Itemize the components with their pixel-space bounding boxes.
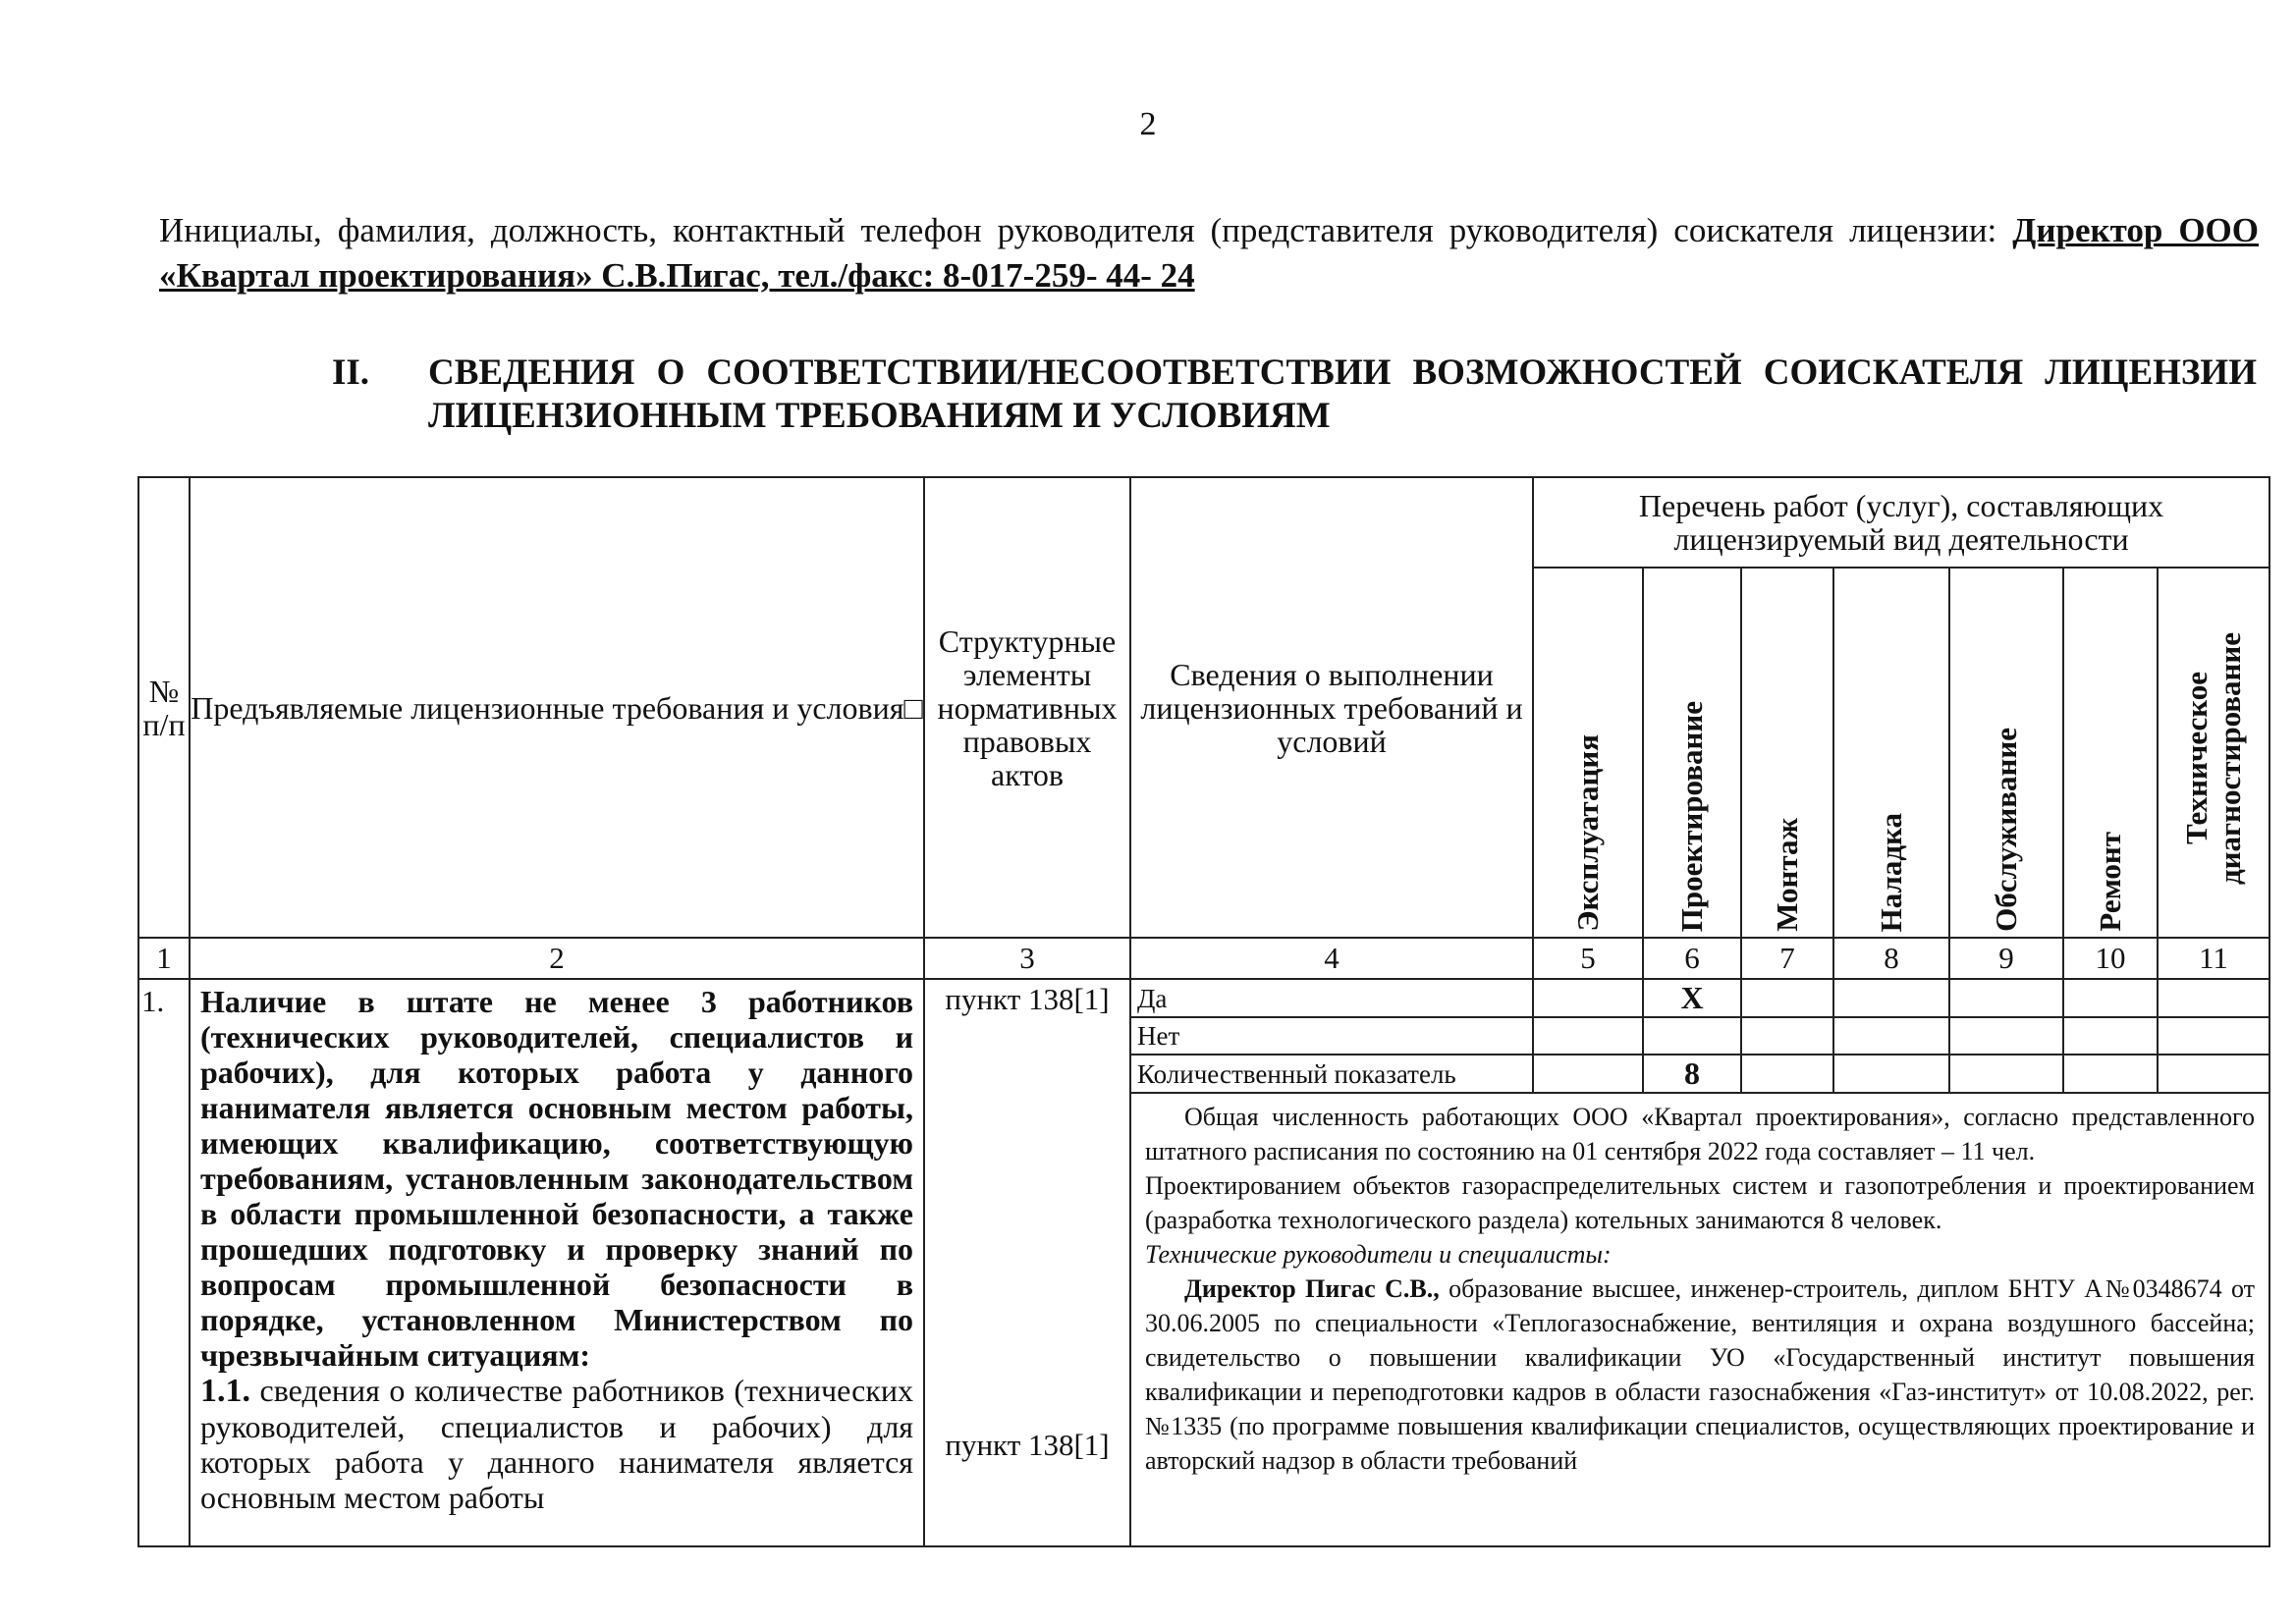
col-num: 5	[1533, 938, 1643, 979]
director-details: образование высшее, инженер-строитель, диплом БНТУ А№0348674 от 30.06.2005 по специальности «Теплогазоснабжение, вентиляция и охрана воздушного бассейна; свидетельство о повышении квалификации УО «Государственный институт повышения квалификации и переподготовки кадров в области газоснабжения «Газ-институт» от 10.08.2022, рег.№1335 (по программе повышения квалификации специалистов, осуществляющих проектирование и авторский надзор в области требований	[1145, 1274, 2256, 1475]
col-num: 10	[2063, 938, 2158, 979]
answer-cell	[1643, 1017, 1741, 1055]
sub-requirement-text: сведения о количестве работников (технических руководителей, специалистов и рабочих) для которых работа у данного нанимателя является основным местом работы	[200, 1373, 913, 1515]
description-subheading: Технические руководители и специалисты:	[1145, 1240, 1612, 1269]
header-work-exploitation: Эксплуатация	[1533, 568, 1643, 938]
answer-cell	[1533, 979, 1643, 1017]
answer-cell	[2158, 979, 2269, 1017]
page-number: 2	[1139, 106, 1157, 142]
answer-cell	[2063, 979, 2158, 1017]
header-work-design: Проектирование	[1643, 568, 1741, 938]
header-requirements	[190, 477, 924, 938]
requirement-main: Наличие в штате не менее 3 работников (технических руководителей, специалистов и рабочих), для которых работа у данного нанимателя является основным местом работы, имеющих квалификацию, соответствующую требованиям, установленным законодательством в области промышленной безопасности, а также прошедших подготовку и проверку знаний по вопросам промышленной безопасности в порядке, установленном Министерством по чрезвычайным ситуациям:	[200, 984, 913, 1373]
answer-cell	[1833, 1055, 1949, 1093]
requirement-text	[190, 979, 924, 1546]
answer-cell	[2158, 1017, 2269, 1055]
column-number-row	[138, 938, 2269, 979]
director-name: Директор Пигас С.В.,	[1184, 1274, 1440, 1303]
reference-sub: пункт 138[1]	[945, 1428, 1110, 1462]
header-row-1	[138, 477, 2269, 568]
answer-cell	[1741, 979, 1833, 1017]
description-cell	[1130, 1093, 2269, 1546]
section-title: СВЕДЕНИЯ О СООТВЕТСТВИИ/НЕСООТВЕТСТВИИ ВОЗМОЖНОСТЕЙ СОИСКАТЕЛЯ ЛИЦЕНЗИИ ЛИЦЕНЗИОННЫМ ТРЕБОВАНИЯМ И УСЛОВИЯМ	[428, 352, 2257, 436]
header-structural: Структурные элементы нормативных правовых актов	[924, 477, 1130, 938]
description-design-staff: Проектированием объектов газораспределительных систем и газопотребления и проектированием (разработка технологического раздела) котельных занимаются 8 человек.	[1145, 1171, 2256, 1234]
header-works-group: Перечень работ (услуг), составляющих лицензируемый вид деятельности	[1533, 477, 2269, 568]
answer-cell	[1533, 1017, 1643, 1055]
header-requirements-text: Предъявляемые лицензионные требования и условия	[191, 689, 904, 726]
answer-cell-checked: X	[1643, 979, 1741, 1017]
description-director	[1145, 1272, 2255, 1478]
section-heading	[332, 352, 2257, 438]
answer-cell	[1949, 1055, 2063, 1093]
col-num: 11	[2158, 938, 2269, 979]
col-num: 8	[1833, 938, 1949, 979]
answer-cell	[1949, 1017, 2063, 1055]
col-num: 3	[924, 938, 1130, 979]
header-work-installation: Монтаж	[1741, 568, 1833, 938]
col-num: 2	[190, 938, 924, 979]
row-number: 1.	[138, 979, 190, 1546]
answer-cell	[1741, 1055, 1833, 1093]
header-work-adjustment: Наладка	[1833, 568, 1949, 938]
col-num: 6	[1643, 938, 1741, 979]
col-num: 4	[1130, 938, 1533, 979]
header-work-repair: Ремонт	[2063, 568, 2158, 938]
footnote-marker-icon: □	[903, 689, 923, 726]
table-row-answer-yes	[138, 979, 2269, 1017]
description-headcount: Общая численность работающих ООО «Квартал проектирования», согласно представленного штатного расписания по состоянию на 01 сентября 2022 года составляет – 11 чел.	[1145, 1103, 2256, 1165]
answer-cell	[1949, 979, 2063, 1017]
reference-cell	[924, 979, 1130, 1546]
answer-cell	[1741, 1017, 1833, 1055]
answer-label-yes: Да	[1130, 979, 1533, 1017]
section-number: II.	[332, 352, 370, 393]
header-work-maintenance: Обслуживание	[1949, 568, 2063, 938]
answer-cell	[1533, 1055, 1643, 1093]
col-num: 9	[1949, 938, 2063, 979]
col-num: 1	[138, 938, 190, 979]
header-num: № п/п	[138, 477, 190, 938]
reference-main: пункт 138[1]	[945, 982, 1110, 1016]
answer-label-quantity: Количественный показатель	[1130, 1055, 1533, 1093]
answer-label-no: Нет	[1130, 1017, 1533, 1055]
sub-requirement	[200, 1373, 913, 1515]
answer-cell	[1833, 979, 1949, 1017]
answer-cell	[2063, 1055, 2158, 1093]
requirements-table	[137, 476, 2270, 1547]
answer-cell	[1833, 1017, 1949, 1055]
sub-requirement-number: 1.1.	[200, 1373, 250, 1409]
answer-cell	[2063, 1017, 2158, 1055]
contact-value: Директор ООО «Квартал проектирования» С.В.Пигас, тел./факс: 8-017-259- 44- 24	[159, 211, 2259, 295]
contact-label: Инициалы, фамилия, должность, контактный телефон руководителя (представителя руководителя) соискателя лицензии:	[159, 211, 2013, 249]
col-num: 7	[1741, 938, 1833, 979]
header-info: Сведения о выполнении лицензионных требований и условий	[1130, 477, 1533, 938]
applicant-contact-paragraph	[159, 208, 2259, 298]
answer-cell-quantity: 8	[1643, 1055, 1741, 1093]
header-work-diagnostics: Техническое диагностирование	[2158, 568, 2269, 938]
answer-cell	[2158, 1055, 2269, 1093]
